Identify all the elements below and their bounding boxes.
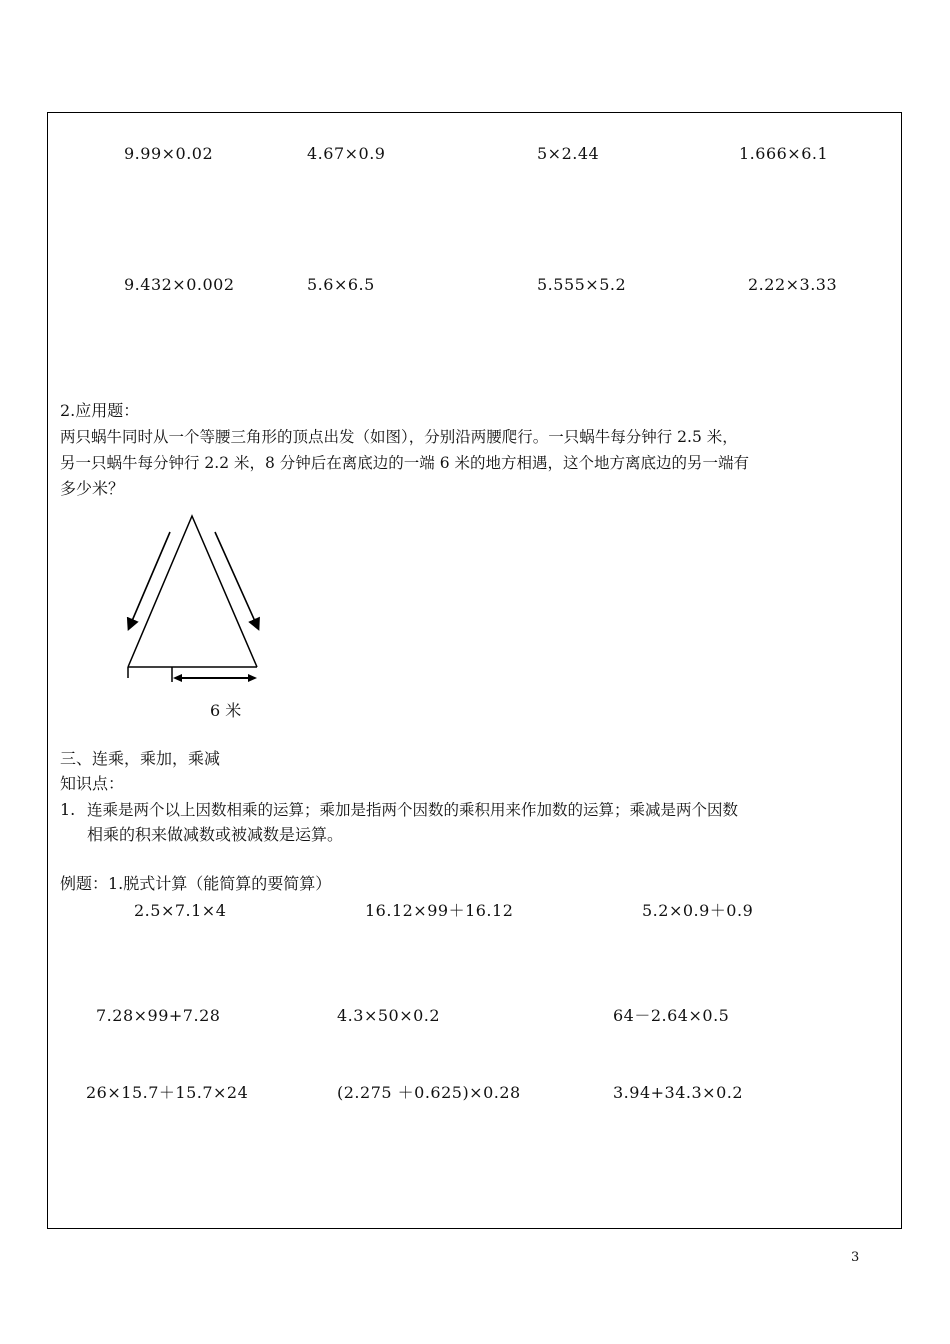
example-problem-4-3x50x0-2: 4.3×50×0.2 bbox=[337, 1006, 441, 1025]
knowledge-label: 知识点： bbox=[60, 774, 125, 793]
example-heading: 例题：1.脱式计算（能简算的要简算） bbox=[60, 874, 332, 893]
example-problem-5-2x0-9: 5.2×0.9＋0.9 bbox=[642, 901, 754, 920]
problem-4-67x0-9: 4.67×0.9 bbox=[307, 144, 386, 163]
page-number: 3 bbox=[851, 1250, 860, 1265]
example-problem-16-12x99: 16.12×99＋16.12 bbox=[365, 901, 514, 920]
problem-1-666x6-1: 1.666×6.1 bbox=[739, 144, 829, 163]
example-problem-26x15-7: 26×15.7＋15.7×24 bbox=[86, 1083, 249, 1102]
problem-9-432x0-002: 9.432×0.002 bbox=[124, 275, 235, 294]
example-problem-2-5x7-1x4: 2.5×7.1×4 bbox=[134, 901, 227, 920]
section-3-heading: 三、连乘，乘加，乘减 bbox=[60, 749, 221, 768]
example-problem-2-275-plus: (2.275 ＋0.625)×0.28 bbox=[337, 1083, 521, 1102]
application-heading: 2.应用题： bbox=[60, 401, 140, 420]
problem-9-99x0-02: 9.99×0.02 bbox=[124, 144, 214, 163]
example-problem-7-28x99: 7.28×99+7.28 bbox=[96, 1006, 221, 1025]
problem-5-6x6-5: 5.6×6.5 bbox=[307, 275, 375, 294]
problem-2-22x3-33: 2.22×3.33 bbox=[748, 275, 838, 294]
problem-5-555x5-2: 5.555×5.2 bbox=[537, 275, 627, 294]
knowledge-point-number: 1. bbox=[60, 800, 76, 819]
application-text-line-2: 另一只蜗牛每分钟行 2.2 米，8 分钟后在离底边的一端 6 米的地方相遇，这个地方离底边的另一端有 bbox=[60, 454, 750, 472]
application-text-line-3: 多少米？ bbox=[60, 479, 125, 498]
knowledge-point-line-1: 连乘是两个以上因数相乘的运算；乘加是指两个因数的乘积用来作加数的运算；乘减是两个因数 bbox=[87, 801, 739, 819]
knowledge-point-line-2: 相乘的积来做减数或被减数是运算。 bbox=[87, 825, 344, 844]
isosceles-triangle-figure bbox=[115, 510, 275, 690]
figure-label-6m: 6 米 bbox=[210, 701, 242, 720]
application-text-line-1: 两只蜗牛同时从一个等腰三角形的顶点出发（如图），分别沿两腰爬行。一只蜗牛每分钟行 2.5 米， bbox=[60, 428, 738, 446]
problem-5x2-44: 5×2.44 bbox=[537, 144, 600, 163]
example-problem-64-minus: 64－2.64×0.5 bbox=[613, 1006, 730, 1025]
example-problem-3-94-plus: 3.94+34.3×0.2 bbox=[613, 1083, 744, 1102]
